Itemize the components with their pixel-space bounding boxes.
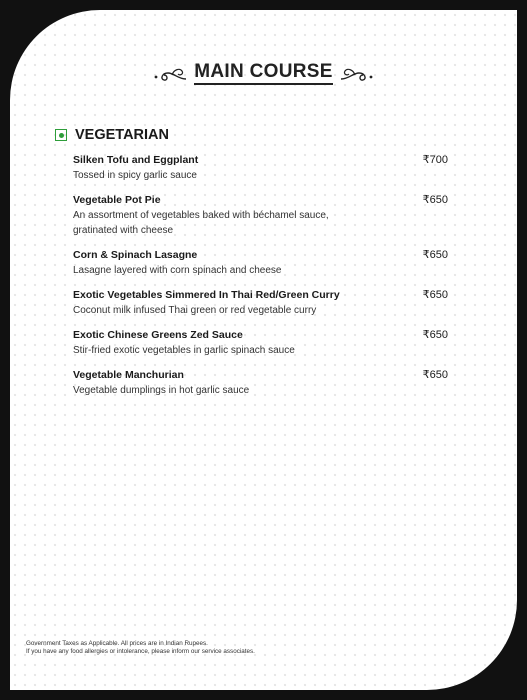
item-name: Silken Tofu and Eggplant: [73, 154, 199, 166]
menu-item: [73, 288, 448, 318]
item-description: Vegetable dumplings in hot garlic sauce: [73, 385, 250, 396]
footer-note: [26, 640, 255, 656]
menu-item: [73, 368, 448, 398]
footer-allergy-note: If you have any food allergies or intolerance, please inform our service associates.: [26, 648, 255, 655]
item-name: Exotic Vegetables Simmered In Thai Red/Green Curry: [73, 289, 340, 301]
menu-item: [73, 153, 448, 183]
item-price: ₹650: [422, 249, 448, 261]
section-header: [55, 127, 169, 143]
item-price: ₹650: [422, 329, 448, 341]
item-description: Lasagne layered with corn spinach and cheese: [73, 265, 282, 276]
item-price: ₹650: [422, 289, 448, 301]
item-price: ₹650: [422, 194, 448, 206]
item-description: Tossed in spicy garlic sauce: [73, 170, 197, 181]
section-title: VEGETARIAN: [75, 127, 169, 143]
item-description: An assortment of vegetables baked with béchamel sauce, gratinated with cheese: [73, 210, 329, 236]
menu-item: [73, 248, 448, 278]
page-title: MAIN COURSE: [194, 62, 332, 85]
item-price: ₹650: [422, 369, 448, 381]
item-name: Vegetable Pot Pie: [73, 194, 161, 206]
left-flourish-icon: [152, 63, 188, 85]
menu-items: [73, 153, 448, 408]
item-description: Stir-fried exotic vegetables in garlic spinach sauce: [73, 345, 295, 356]
item-price: ₹700: [422, 154, 448, 166]
title-block: [10, 62, 517, 85]
right-flourish-icon: [339, 63, 375, 85]
item-name: Exotic Chinese Greens Zed Sauce: [73, 329, 243, 341]
menu-item: [73, 193, 448, 238]
item-description: Coconut milk infused Thai green or red vegetable curry: [73, 305, 317, 316]
item-name: Vegetable Manchurian: [73, 369, 184, 381]
footer-tax-note: Government Taxes as Applicable. All prices are in Indian Rupees.: [26, 640, 208, 647]
menu-item: [73, 328, 448, 358]
item-name: Corn & Spinach Lasagne: [73, 249, 198, 261]
menu-page: [10, 10, 517, 690]
veg-symbol-icon: [55, 129, 67, 141]
